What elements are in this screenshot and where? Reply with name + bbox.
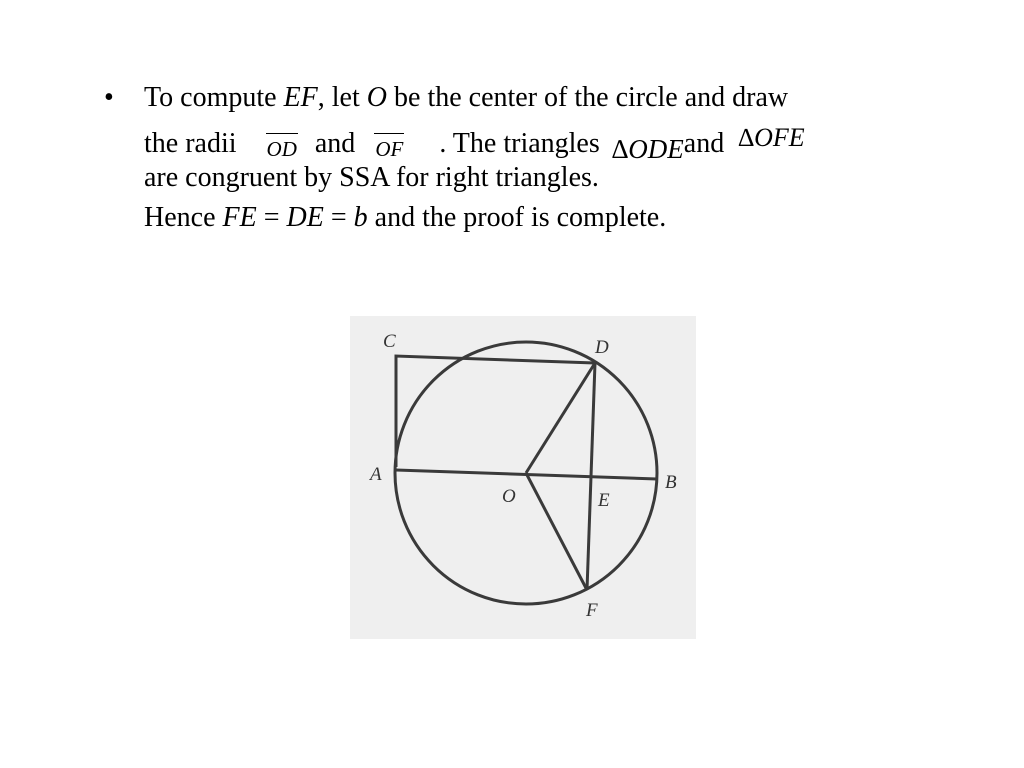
- text-fragment: and: [314, 128, 356, 159]
- text-fragment: and the proof is complete.: [367, 202, 667, 233]
- segment-OD: [267, 131, 297, 161]
- radius-OF: [526, 473, 587, 590]
- segment-OF: [375, 131, 403, 161]
- bullet-point: •: [104, 82, 114, 113]
- label-E: E: [598, 490, 610, 511]
- label-B: B: [665, 472, 677, 493]
- radius-OD: [526, 363, 595, 473]
- text-fragment: be the center of the circle and draw: [387, 82, 789, 113]
- segment-OD-label: OD: [266, 137, 297, 161]
- segment-OF-label: OF: [375, 137, 404, 161]
- math-FE: FE: [222, 202, 257, 233]
- text-fragment: =: [323, 202, 354, 233]
- triangle-OFE: ∆OFE: [738, 123, 805, 152]
- geometry-diagram: [350, 316, 696, 639]
- overline: [266, 133, 298, 134]
- text-fragment: the radii: [144, 128, 237, 159]
- math-EF: EF: [283, 82, 318, 113]
- text-line-3: are congruent by SSA for right triangles.: [144, 162, 599, 193]
- math-O: O: [366, 82, 388, 113]
- text-fragment: . The triangles: [439, 128, 600, 159]
- text-fragment: and: [683, 128, 725, 159]
- label-F: F: [586, 600, 598, 621]
- label-A: A: [370, 464, 382, 485]
- overline: [374, 133, 404, 134]
- math-b: b: [353, 202, 368, 233]
- text-line-1: [144, 78, 788, 118]
- geometry-figure: [350, 316, 696, 639]
- triangle-ODE: ∆ODE: [611, 134, 684, 164]
- label-D: D: [595, 337, 609, 358]
- text-fragment: , let: [317, 82, 367, 113]
- label-C: C: [383, 331, 396, 352]
- label-O: O: [502, 486, 516, 507]
- text-fragment: To compute: [144, 82, 284, 113]
- math-DE: DE: [286, 202, 324, 233]
- text-line-4: [144, 198, 666, 238]
- text-fragment: =: [256, 202, 287, 233]
- text-fragment: Hence: [144, 202, 223, 233]
